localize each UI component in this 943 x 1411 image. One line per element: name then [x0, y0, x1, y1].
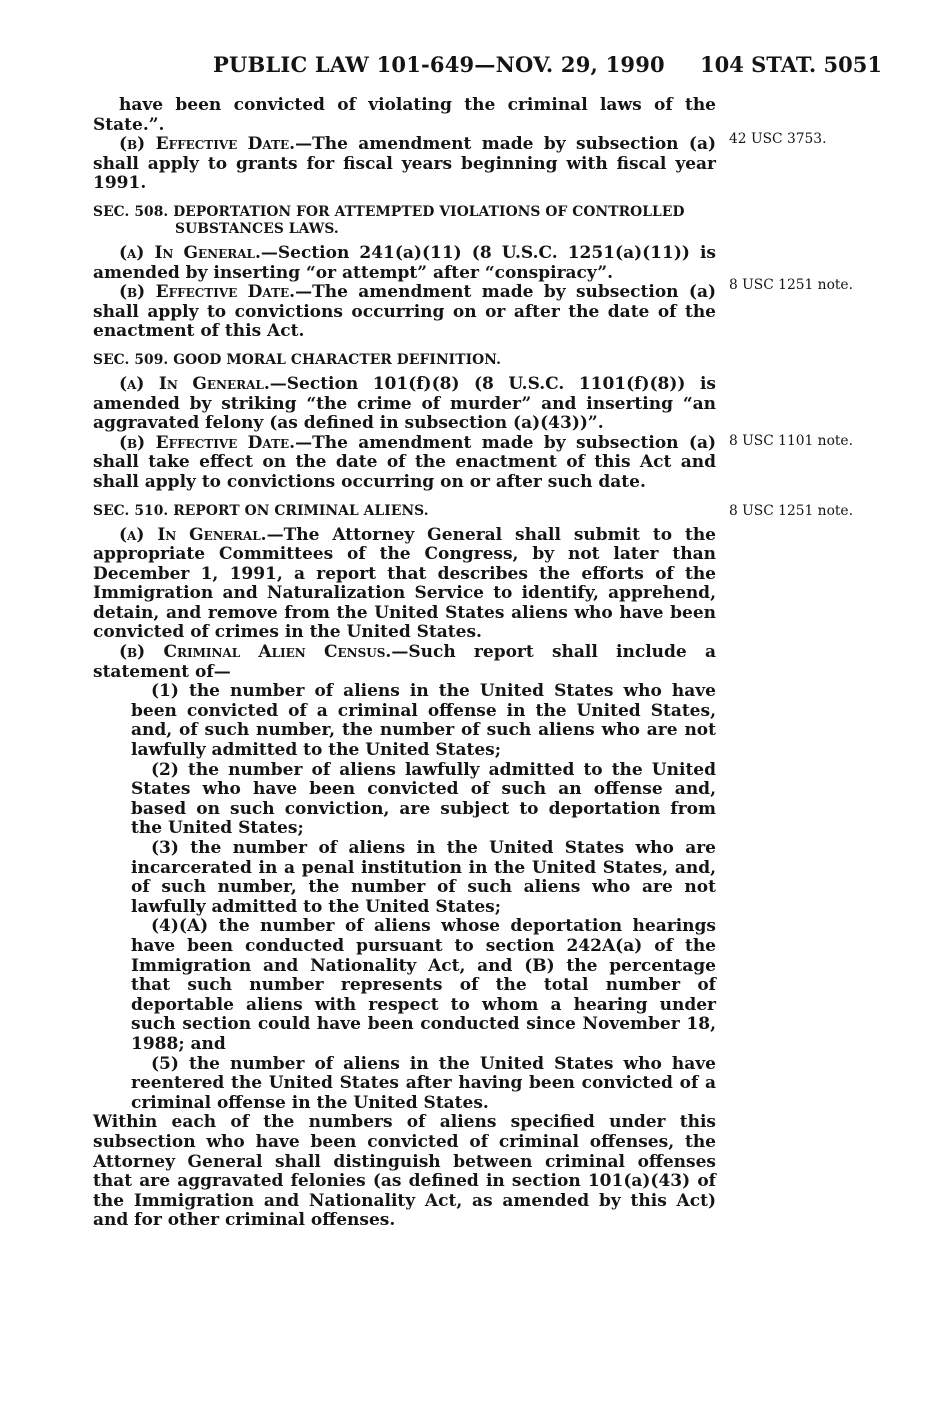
margin-note-citation: 8 USC 1101 note. — [729, 433, 853, 449]
stat-page-reference: 104 STAT. 5051 — [700, 52, 882, 77]
subsection-heading: (a) In General. — [119, 524, 267, 545]
subsection-text: —The Attorney General shall submit to the appropriate Committees of the Congress, by not later than December 1, 1991, a report that describes the efforts of the Immigration and Naturalization Service to identify, apprehend, detain, and remove from the United States aliens who have been convicted of crimes in the United States. — [93, 524, 716, 643]
subsection-paragraph — [93, 283, 716, 342]
list-item: (5) the number of aliens in the United States who have reentered the United States after having been convicted of a criminal offense in the United States. — [131, 1053, 716, 1113]
subsection-heading: (a) In General. — [119, 242, 261, 263]
subsection-text: —Such report shall include a statement of— — [93, 642, 716, 682]
subsection-heading: (b) Effective Date. — [119, 134, 296, 155]
subsection-text: —The amendment made by subsection (a) shall apply to grants for fiscal years beginning with fiscal year 1991. — [93, 134, 717, 194]
list-item: (1) the number of aliens in the United States who have been convicted of a criminal offense in the United States, and, of such number, the number of such aliens who are not lawfully admitted to the United States; — [131, 681, 716, 761]
subsection-paragraph — [93, 434, 716, 493]
subsection-text: —The amendment made by subsection (a) shall take effect on the date of the enactment of this Act and shall apply to convictions occurring on or after such date. — [93, 432, 717, 492]
subsection-heading: (b) Criminal Alien Census. — [119, 642, 392, 663]
margin-note-citation: 42 USC 3753. — [729, 131, 827, 147]
carryover-paragraph: have been convicted of violating the criminal laws of the State.”. — [93, 95, 716, 135]
subsection-text: —The amendment made by subsection (a) shall apply to convictions occurring on or after the date of the enactment of this Act. — [93, 282, 717, 342]
section-heading: SEC. 510. REPORT ON CRIMINAL ALIENS. — [93, 502, 429, 519]
subsection-paragraph — [93, 244, 716, 283]
running-header-title: PUBLIC LAW 101-649—NOV. 29, 1990 — [213, 52, 665, 77]
subsection-paragraph — [93, 526, 716, 644]
statute-body — [93, 96, 716, 1231]
subsection-paragraph — [93, 643, 716, 682]
subsection-paragraph — [93, 375, 716, 434]
subsection-paragraph — [93, 135, 716, 194]
subsection-heading: (a) In General. — [119, 373, 270, 394]
census-item-list — [93, 682, 716, 1113]
subsection-text: —Section 101(f)(8) (8 U.S.C. 1101(f)(8)) is amended by striking “the crime of murder” and inserting “an aggravated felony (as defined in subsection (a)(43))”. — [93, 373, 717, 434]
subsection-heading: (b) Effective Date. — [119, 282, 296, 303]
list-item: (2) the number of aliens lawfully admitted to the United States who have been convicted of such an offense and, based on such conviction, are subject to deportation from the United States; — [131, 759, 716, 839]
section-heading: SEC. 508. DEPORTATION FOR ATTEMPTED VIOLATIONS OF CONTROLLED SUBSTANCES LAWS. — [93, 203, 685, 237]
list-item: (3) the number of aliens in the United States who are incarcerated in a penal institution in the United States, and, of such number, the number of such aliens who are not lawfully admitted to the United States; — [131, 838, 716, 917]
list-item: (4)(A) the number of aliens whose deportation hearings have been conducted pursuant to section 242A(a) of the Immigration and Nationality Act, and (B) the percentage that such number represents of the total number of deportable aliens with respect to whom a hearing under such section could have been conducted since November 18, 1988; and — [131, 916, 716, 1054]
margin-note-citation: 8 USC 1251 note. — [729, 277, 853, 293]
subsection-heading: (b) Effective Date. — [119, 432, 296, 453]
margin-note-citation: 8 USC 1251 note. — [729, 503, 853, 519]
section-heading: SEC. 509. GOOD MORAL CHARACTER DEFINITION. — [93, 351, 501, 368]
subsection-text: —Section 241(a)(11) (8 U.S.C. 1251(a)(11)) is amended by inserting “or attempt” after “conspiracy”. — [93, 242, 717, 283]
closing-paragraph: Within each of the numbers of aliens specified under this subsection who have been convicted of criminal offenses, the Attorney General shall distinguish between criminal offenses that are aggravated felonies (as defined in section 101(a)(43) of the Immigration and Nationality Act, as amended by this Act) and for other criminal offenses. — [93, 1112, 716, 1231]
